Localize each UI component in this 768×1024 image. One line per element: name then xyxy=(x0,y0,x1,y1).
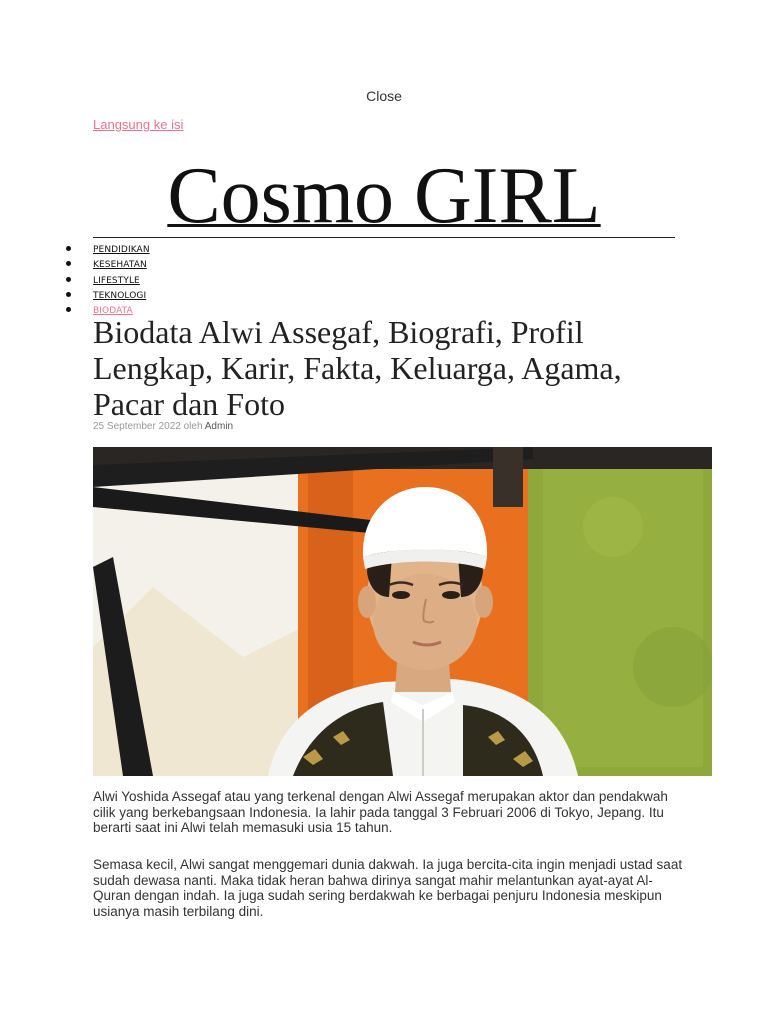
nav-item-kesehatan xyxy=(0,255,150,270)
article-paragraph: Alwi Yoshida Assegaf atau yang terkenal dengan Alwi Assegaf merupakan aktor dan pendakwah cilik yang berkebangsaan Indonesia. Ia lahir pada tanggal 3 Februari 2006 di Tokyo, Jepang. Itu berarti saat ini Alwi telah memasuki usia 15 tahun. xyxy=(93,789,668,836)
photo-boy-white-cap-icon xyxy=(93,447,712,776)
bullet-icon xyxy=(66,277,71,282)
site-title[interactable]: Cosmo GIRL xyxy=(167,152,601,240)
nav-link-lifestyle[interactable]: LIFESTYLE xyxy=(93,275,140,286)
nav-item-teknologi xyxy=(0,286,150,301)
nav-link-teknologi[interactable]: TEKNOLOGI xyxy=(93,290,147,301)
post-date: 25 September 2022 xyxy=(93,421,181,432)
bullet-icon xyxy=(66,246,71,251)
main-navigation xyxy=(0,240,150,316)
nav-link-pendidikan[interactable]: PENDIDIKAN xyxy=(93,245,150,255)
bullet-icon xyxy=(66,261,71,266)
article-paragraph: Semasa kecil, Alwi sangat menggemari dunia dakwah. Ia juga bercita-cita ingin menjadi ustad saat sudah dewasa nanti. Maka tidak heran bahwa dirinya sangat mahir melantunkan ayat-ayat Al-Quran dengan indah. Ia juga sudah sering berdakwah ke berbagai penjuru Indonesia meskipun usianya masih terbilang dini. xyxy=(93,857,683,919)
nav-link-kesehatan[interactable]: KESEHATAN xyxy=(93,260,147,271)
skip-to-content-link[interactable]: Langsung ke isi xyxy=(93,117,184,132)
post-author-link[interactable]: Admin xyxy=(204,421,234,432)
nav-item-pendidikan xyxy=(0,240,150,255)
nav-link-biodata[interactable]: BIODATA xyxy=(93,306,133,317)
post-meta xyxy=(93,421,233,432)
post-by: oleh xyxy=(183,421,203,432)
nav-item-lifestyle xyxy=(0,271,150,286)
bullet-icon xyxy=(66,307,71,312)
featured-image xyxy=(93,447,712,776)
close-link[interactable]: Close xyxy=(366,88,402,104)
bullet-icon xyxy=(66,292,71,297)
title-divider xyxy=(93,237,675,238)
post-title: Biodata Alwi Assegaf, Biografi, Profil Lengkap, Karir, Fakta, Keluarga, Agama, Pacar dan Foto xyxy=(93,314,622,422)
